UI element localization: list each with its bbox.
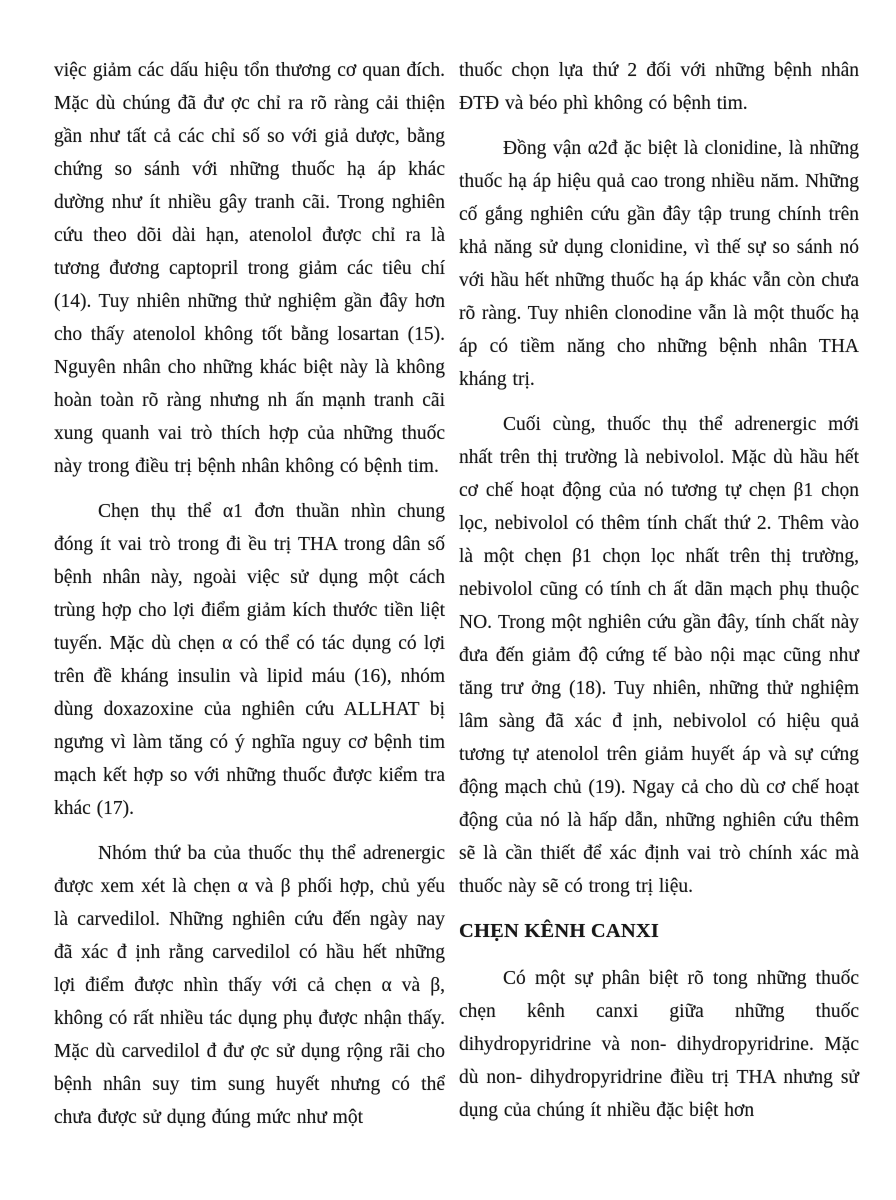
body-paragraph-alpha1-blockers: Chẹn thụ thể α1 đơn thuần nhìn chung đóng ít vai trò trong đi ều trị THA trong dân số bệnh nhân này, ngoài việc sử dụng một cách trùng hợp cho lợi điểm giảm kích thước tiền liệt tuyến. Mặc dù chẹn α có thể có tác dụng có lợi trên đề kháng insulin và lipid máu (16), nhóm dùng doxazoxine của nghiên cứu ALLHAT bị ngưng vì làm tăng có ý nghĩa nguy cơ bệnh tim mạch kết hợp so với những thuốc được kiểm tra khác (17). [54,501,445,819]
body-paragraph-alpha2-agonists: Đồng vận α2đ ặc biệt là clonidine, là những thuốc hạ áp hiệu quả cao trong nhiều năm. Những cố gắng nghiên cứu gần đây tập trung chính trên khả năng sử dụng clonidine, vì thế sự so sánh nó với hầu hết những thuốc hạ áp khác vẫn còn chưa rõ ràng. Tuy nhiên clonodine vẫn là một thuốc hạ áp có tiềm năng cho những bệnh nhân THA kháng trị. [459,138,859,390]
body-paragraph-ccb-distinction: Có một sự phân biệt rõ tong những thuốc chẹn kênh canxi giữa những thuốc dihydropyridrine và non- dihydropyridrine. Mặc dù non- dihydropyridrine điều trị THA nhưng sử dụng của chúng ít nhiều đặc biệt hơn [459,968,859,1121]
right-column [459,54,859,1176]
left-column [54,54,445,1176]
body-paragraph-second-choice-drug: thuốc chọn lựa thứ 2 đối với những bệnh nhân ĐTĐ và béo phì không có bệnh tim. [459,60,859,114]
body-paragraph-nebivolol: Cuối cùng, thuốc thụ thể adrenergic mới nhất trên thị trường là nebivolol. Mặc dù hầu hết cơ chế hoạt động của nó tương tự chẹn β1 chọn lọc, nebivolol có thêm tính chất thứ 2. Thêm vào là một chẹn β1 chọn lọc nhất trên thị trường, nebivolol cũng có tính ch ất dãn mạch phụ thuộc NO. Trong một nghiên cứu gần đây, tính chất này đưa đến giảm độ cứng tế bào nội mạc cũng như tăng trư ởng (18). Tuy nhiên, những thử nghiệm lâm sàng đã xác đ ịnh, nebivolol có hiệu quả tương tự atenolol trên giảm huyết áp và sự cứng động mạch chủ (19). Ngay cả cho dù cơ chế hoạt động của nó là hấp dẫn, những nghiên cứu thêm sẽ là cần thiết để xác định vai trò chính xác mà thuốc này sẽ có trong trị liệu. [459,414,859,897]
body-paragraph-beta-blocker-evidence: việc giảm các dấu hiệu tổn thương cơ quan đích. Mặc dù chúng đã đư ợc chỉ ra rõ ràng cải thiện gần như tất cả các chỉ số so với giả dược, bằng chứng so sánh với những thuốc hạ áp khác dường như ít nhiều gây tranh cãi. Trong nghiên cứu theo dõi dài hạn, atenolol được chỉ ra là tương đương captopril trong giảm các tiêu chí (14). Tuy nhiên những thử nghiệm gần đây hơn cho thấy atenolol không tốt bằng losartan (15). Nguyên nhân cho những khác biệt này là không hoàn toàn rõ ràng nhưng nh ấn mạnh tranh cãi xung quanh vai trò thích hợp của những thuốc này trong điều trị bệnh nhân không có bệnh tim. [54,60,445,477]
section-heading-calcium-channel-blockers: CHẸN KÊNH CANXI [459,920,660,942]
body-paragraph-carvedilol: Nhóm thứ ba của thuốc thụ thể adrenergic được xem xét là chẹn α và β phối hợp, chủ yếu là carvedilol. Những nghiên cứu đến ngày nay đã xác đ ịnh rằng carvedilol có hầu hết những lợi điểm được nhìn thấy với cả chẹn α và β, không có rất nhiều tác dụng phụ được nhận thấy. Mặc dù carvedilol đ đư ợc sử dụng rộng rãi cho bệnh nhân suy tim sung huyết nhưng có thể chưa được sử dụng đúng mức như một [54,843,445,1128]
